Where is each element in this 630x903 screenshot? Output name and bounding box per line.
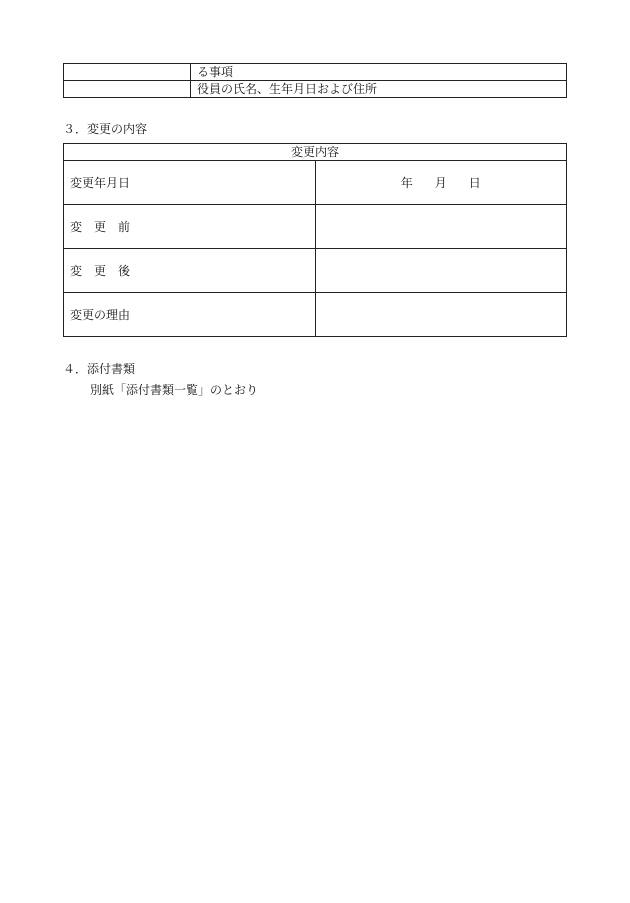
section-3-heading: ３．変更の内容 — [63, 122, 148, 136]
after-change-label: 変 更 後 — [64, 249, 316, 293]
table-row — [64, 161, 567, 205]
change-date-label: 変更年月日 — [64, 161, 316, 205]
change-reason-label: 変更の理由 — [64, 293, 316, 337]
date-fields — [316, 177, 567, 189]
day-label: 日 — [468, 175, 481, 190]
table-row — [64, 249, 567, 293]
item-value-cell: る事項 — [191, 64, 567, 81]
item-value-cell: 役員の氏名、生年月日および住所 — [191, 81, 567, 98]
table-row — [64, 205, 567, 249]
table-row — [64, 293, 567, 337]
item-label-cell — [64, 64, 191, 81]
table-row — [64, 81, 567, 98]
change-content-table — [63, 143, 567, 337]
table-row — [64, 64, 567, 81]
continued-items-table — [63, 63, 567, 98]
month-label: 月 — [434, 175, 447, 190]
after-change-value — [315, 249, 567, 293]
before-change-label: 変 更 前 — [64, 205, 316, 249]
change-reason-value — [315, 293, 567, 337]
table-header: 変更内容 — [64, 144, 567, 161]
item-label-cell — [64, 81, 191, 98]
change-date-value — [315, 161, 567, 205]
section-4-heading: ４．添付書類 — [63, 362, 136, 376]
attachments-note: 別紙「添付書類一覧」のとおり — [90, 383, 259, 397]
table-header-row — [64, 144, 567, 161]
year-label: 年 — [400, 175, 413, 190]
before-change-value — [315, 205, 567, 249]
